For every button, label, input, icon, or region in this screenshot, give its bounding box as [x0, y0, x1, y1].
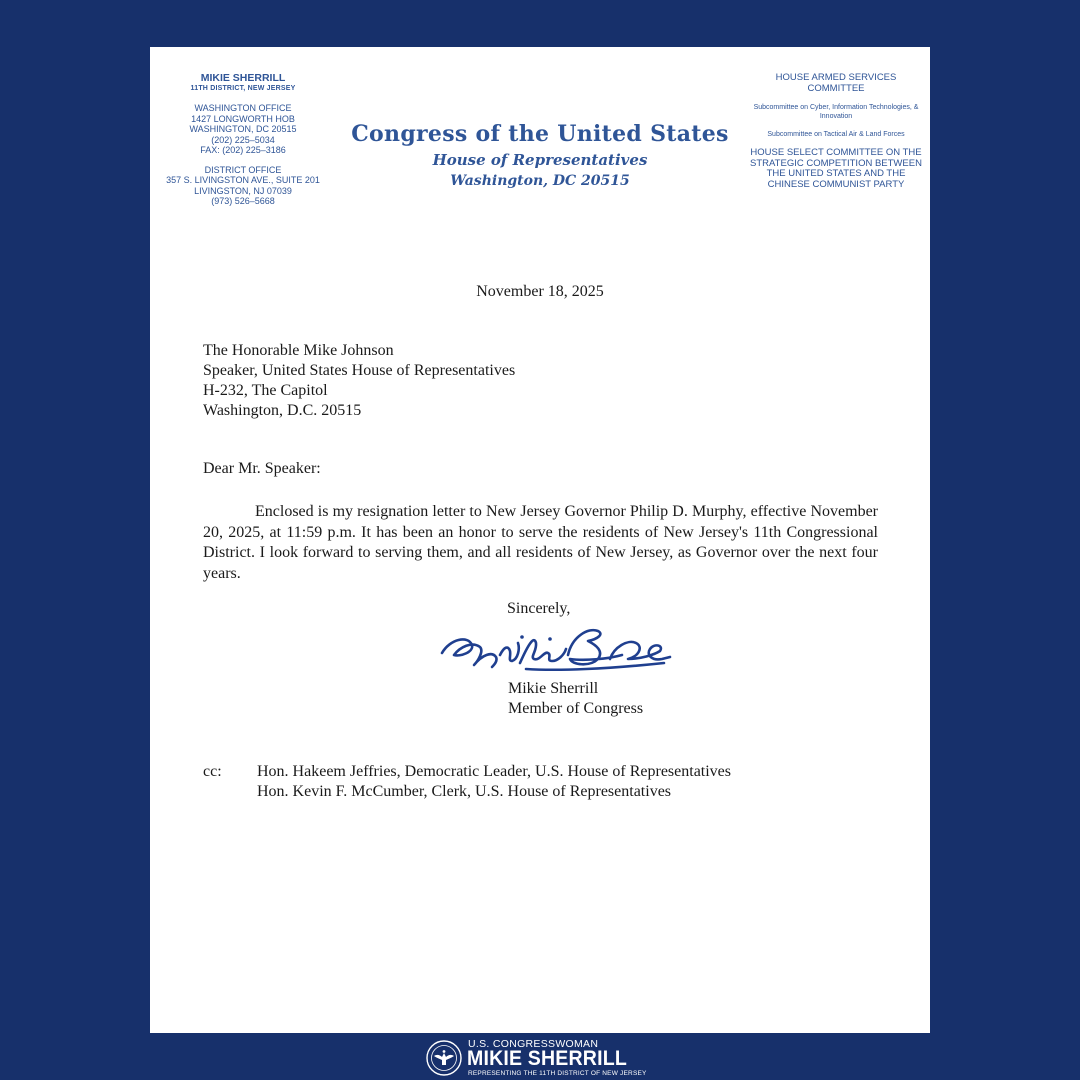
closing: Sincerely, — [507, 600, 571, 617]
committee-select-china: HOUSE SELECT COMMITTEE ON THE STRATEGIC COMPETITION BETWEEN THE UNITED STATES AND THE CHINESE COMMUNIST PARTY — [750, 147, 922, 190]
district-address-line1: 357 S. LIVINGSTON AVE., SUITE 201 — [166, 175, 320, 185]
recipient-line4: Washington, D.C. 20515 — [203, 402, 362, 419]
salutation: Dear Mr. Speaker: — [203, 460, 321, 477]
recipient-address — [203, 341, 515, 421]
footer-branding — [426, 1036, 666, 1078]
footer-name: MIKIE SHERRILL — [467, 1047, 627, 1070]
congress-title: Congress of the United States — [351, 121, 729, 147]
member-district: 11TH DISTRICT, NEW JERSEY — [190, 84, 296, 92]
letter-page — [150, 47, 930, 1033]
cc-recipient: Hon. Kevin F. McCumber, Clerk, U.S. House of Representatives — [257, 782, 672, 800]
district-phone: (973) 526–5668 — [211, 196, 275, 206]
cc-block — [203, 762, 731, 801]
dc-office-title: WASHINGTON OFFICE — [194, 103, 292, 113]
dc-address-line2: WASHINGTON, DC 20515 — [189, 124, 297, 134]
letterhead-right-block — [750, 73, 922, 190]
letter-date: November 18, 2025 — [476, 283, 604, 300]
house-seal-icon — [426, 1040, 462, 1076]
district-office-title: DISTRICT OFFICE — [204, 164, 282, 175]
subcommittee-tactical-air: Subcommittee on Tactical Air & Land Forces — [767, 131, 905, 138]
member-name: MIKIE SHERRILL — [200, 72, 286, 84]
dc-fax: FAX: (202) 225–3186 — [200, 145, 286, 155]
letterhead-left-block — [150, 73, 336, 207]
cc-label: cc: — [203, 763, 222, 780]
district-address-line2: LIVINGSTON, NJ 07039 — [194, 185, 292, 196]
footer-title: U.S. CONGRESSWOMAN — [468, 1038, 599, 1050]
washington-title: Washington, DC 20515 — [450, 173, 630, 189]
washington-office — [150, 103, 336, 156]
house-title: House of Representatives — [432, 151, 648, 169]
district-office — [150, 165, 336, 207]
letterhead-title — [340, 119, 740, 191]
signer-title: Member of Congress — [508, 700, 644, 717]
signature — [438, 625, 674, 677]
cc-recipient: Hon. Hakeem Jeffries, Democratic Leader, U.S. House of Representatives — [257, 763, 732, 780]
dc-phone: (202) 225–5034 — [211, 134, 275, 145]
footer-tagline: REPRESENTING THE 11TH DISTRICT OF NEW JERSEY — [468, 1070, 647, 1077]
dc-address-line1: 1427 LONGWORTH HOB — [191, 113, 295, 124]
recipient-line1: The Honorable Mike Johnson — [203, 342, 394, 359]
recipient-line3: H-232, The Capitol — [203, 382, 328, 399]
recipient-line2: Speaker, United States House of Representatives — [203, 362, 516, 379]
committee-armed-services: HOUSE ARMED SERVICES COMMITTEE — [775, 72, 897, 94]
signer-block — [508, 679, 643, 719]
letter-body: Enclosed is my resignation letter to New Jersey Governor Philip D. Murphy, effective November 20, 2025, at 11:59 p.m. It has been an honor to serve the residents of New Jersey's 11th Congressional District. I look forward to serving them, and all residents of New Jersey, as Governor over the next four years. — [203, 503, 878, 582]
subcommittee-cyber: Subcommittee on Cyber, Information Technologies, & Innovation — [753, 104, 919, 120]
signer-name: Mikie Sherrill — [508, 680, 599, 697]
